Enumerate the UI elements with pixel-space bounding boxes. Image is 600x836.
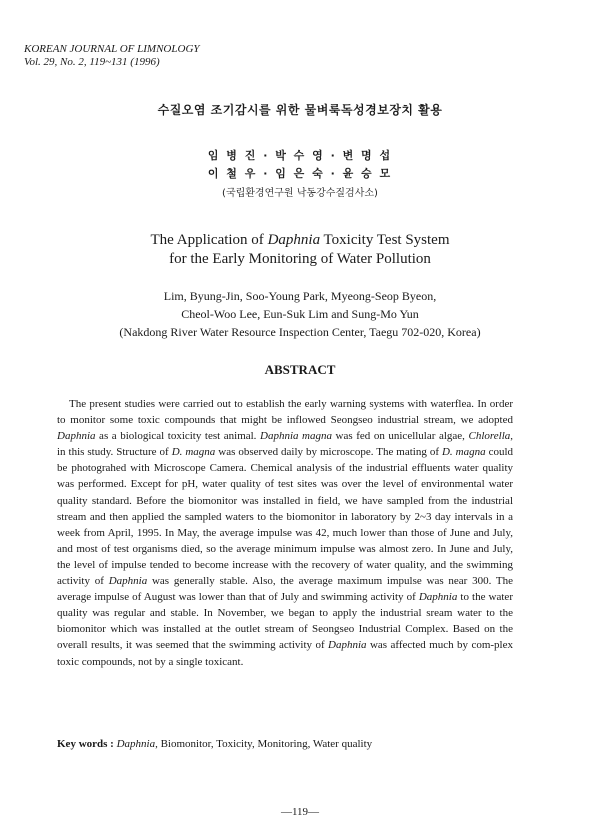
abstract-text: was generally stable. Also, the average maximum impulse was near 300. The average impulse of August was lower than that of July and swimming activity of — [57, 575, 513, 604]
abstract-heading: ABSTRACT — [264, 362, 336, 377]
species-name: Daphnia — [108, 575, 148, 588]
title-text-italic: Daphnia — [267, 232, 321, 248]
english-title-line1 — [0, 231, 600, 250]
korean-authors-line2: 이 철 우 · 임 은 숙 · 윤 승 모 — [207, 167, 393, 180]
species-name: D. magna — [441, 446, 486, 459]
species-name: Daphnia — [418, 591, 458, 604]
english-title — [0, 231, 600, 269]
keywords — [57, 738, 372, 750]
abstract-text: , in this study. Structure of — [57, 430, 513, 459]
species-name: Daphnia — [328, 639, 367, 652]
english-title-line2: for the Early Monitoring of Water Pollution — [169, 251, 431, 267]
species-name: Chlorella — [468, 430, 511, 443]
korean-authors-line1: 임 병 진 · 박 수 영 · 변 명 섭 — [207, 149, 393, 162]
abstract-text: as a biological toxicity test animal. — [95, 430, 260, 443]
korean-affiliation: (국립환경연구원 낙동강수질검사소) — [222, 188, 378, 199]
abstract-text: The present studies were carried out to establish the early warning systems with waterflea. In order to monitor some toxic compounds that might be inflowed Seongseo industrial stream, we adopted — [57, 398, 513, 427]
korean-title: 수질오염 조기감시를 위한 물벼룩독성경보장치 활용 — [157, 103, 443, 117]
abstract-text: was observed daily by microscope. The mating of — [215, 446, 442, 459]
abstract-paragraph — [57, 396, 513, 670]
title-text-pre: The Application of — [150, 232, 268, 248]
english-affiliation: (Nakdong River Water Resource Inspection Center, Taegu 702-020, Korea) — [119, 325, 481, 339]
keywords-rest: , Biomonitor, Toxicity, Monitoring, Water quality — [155, 738, 373, 750]
journal-volume: Vol. 29, No. 2, 119~131 (1996) — [24, 56, 160, 68]
species-name: Daphnia — [57, 430, 96, 443]
abstract-text: could be photograhed with Microscope Camera. Chemical analysis of the industrial effluents water quality was performed. Except for pH, water quality of test sites was over the level of environmental water quality standard. Before the biomonitor was installed in field, we have sampled from the industrial stream and then applied the sampled waters to the biomonitor in laboratory by 2~3 day intervals in a week from April, 1995. In May, the average impulse was 42, much lower than those of June and July, and most of test organisms died, so the average minimum impulse was almost zero. In June and July, the level of impulse tended to become increase with the recovery of water quality, and the swimming activity of — [57, 446, 514, 588]
keyword-italic: Daphnia — [116, 738, 156, 750]
journal-header — [24, 43, 200, 69]
journal-name: KOREAN JOURNAL OF LIMNOLOGY — [24, 43, 200, 55]
species-name: Daphnia magna — [260, 430, 332, 443]
abstract-text: to the water quality was regular and stable. In November, we began to apply the industrial sream water to the biomonitor which was installed at the outlet stream of Seongseo Industrial Complex. Based on the overall results, it was seemed that the swimming activity of — [57, 591, 513, 652]
abstract-text: was fed on unicellular algae, — [332, 430, 469, 443]
english-authors-line1: Lim, Byung-Jin, Soo-Young Park, Myeong-Seop Byeon, — [163, 289, 437, 303]
species-name: D. magna — [171, 446, 216, 459]
english-authors-line2: Cheol-Woo Lee, Eun-Suk Lim and Sung-Mo Yun — [181, 307, 419, 321]
keywords-label: Key words : — [57, 738, 114, 750]
korean-authors — [0, 147, 600, 183]
page-number: —119— — [280, 806, 320, 818]
title-text-post: Toxicity Test System — [320, 232, 450, 248]
abstract-body — [57, 396, 513, 670]
english-authors — [0, 287, 600, 341]
abstract-text: was affected much by com-plex toxic compounds, not by a single toxicant. — [57, 639, 513, 668]
